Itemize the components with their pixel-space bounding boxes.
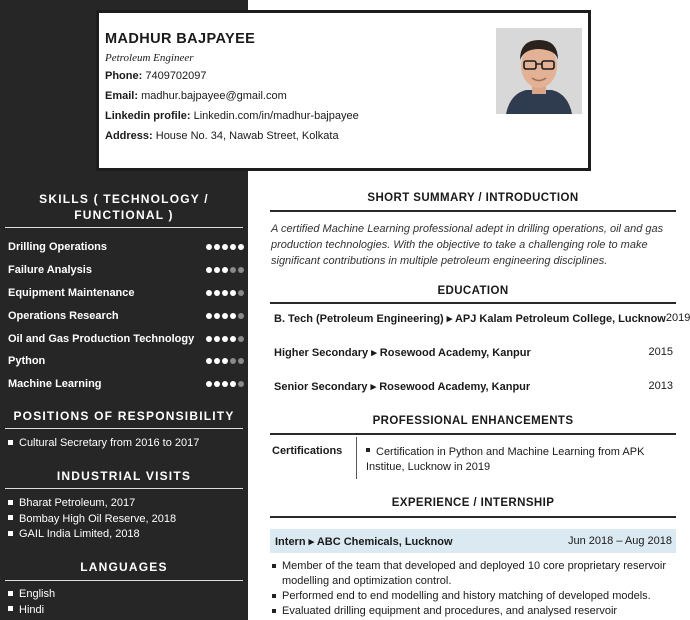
skill-label: Oil and Gas Production Technology [8, 332, 195, 345]
certifications-label: Certifications [272, 445, 343, 457]
avatar [496, 28, 582, 114]
education-row [274, 380, 673, 393]
visits-list [8, 496, 244, 543]
education-row [274, 312, 690, 325]
skill-label: Drilling Operations [8, 241, 108, 254]
dot-icon [214, 313, 220, 319]
education-degree: Higher Secondary [274, 347, 369, 359]
experience-company: ABC Chemicals, Lucknow [316, 535, 453, 548]
skill-rating [206, 290, 244, 296]
dot-icon [238, 313, 244, 319]
dot-icon [230, 381, 236, 387]
skill-row [8, 236, 244, 259]
summary-text: A certified Machine Learning professional adept in drilling operations, oil and gas production technologies. With the objective to take a challenging role to make significant contributions in multiple petroleum engineering disciplines. [271, 223, 664, 267]
positions-list [8, 436, 244, 452]
skill-row [8, 259, 244, 282]
skill-row [8, 304, 244, 327]
dot-icon [238, 267, 244, 273]
skills-heading: SKILLS ( TECHNOLOGY / FUNCTIONAL ) [39, 192, 209, 222]
experience-heading: EXPERIENCE / INTERNSHIP [391, 497, 555, 509]
education-school: Rosewood Academy, Kanpur [379, 381, 531, 393]
dot-icon [214, 381, 220, 387]
dot-icon [238, 381, 244, 387]
dot-icon [230, 358, 236, 364]
divider [270, 433, 676, 435]
dot-icon [238, 336, 244, 342]
list-item: Bharat Petroleum, 2017 [8, 496, 244, 512]
email-line: Email: madhur.bajpayee@gmail.com [105, 90, 287, 102]
skill-rating [206, 336, 244, 342]
divider [270, 302, 676, 304]
list-item: Evaluated drilling equipment and procedures, and analysed reservoir [270, 604, 676, 619]
dot-icon [206, 290, 212, 296]
experience-role: Intern [275, 535, 306, 548]
square-bullet-icon [366, 448, 370, 452]
certifications-block [270, 437, 676, 479]
dot-icon [214, 358, 220, 364]
education-school: Rosewood Academy, Kanpur [379, 347, 531, 359]
skill-row [8, 350, 244, 373]
skill-label: Python [8, 355, 46, 368]
education-degree: B. Tech (Petroleum Engineering) [274, 313, 444, 325]
triangle-right-icon: ▸ [370, 381, 377, 393]
education-degree: Senior Secondary [274, 381, 368, 393]
email-value[interactable]: madhur.bajpayee@gmail.com [141, 90, 287, 102]
list-item: English [8, 587, 244, 603]
dot-icon [230, 267, 236, 273]
divider [5, 488, 243, 489]
languages-heading: LANGUAGES [80, 560, 168, 574]
dot-icon [222, 358, 228, 364]
divider [356, 437, 357, 479]
dot-icon [230, 313, 236, 319]
skill-row [8, 373, 244, 396]
dot-icon [222, 290, 228, 296]
candidate-role: Petroleum Engineer [105, 52, 194, 64]
skill-rating [206, 381, 244, 387]
experience-bullets [270, 559, 676, 619]
list-item: Bombay High Oil Reserve, 2018 [8, 512, 244, 528]
triangle-right-icon: ▸ [308, 535, 315, 548]
education-heading: EDUCATION [437, 285, 509, 297]
dot-icon [222, 244, 228, 250]
experience-dates: Jun 2018 – Aug 2018 [568, 535, 672, 547]
square-bullet-icon [8, 500, 13, 505]
skill-row [8, 282, 244, 305]
divider [270, 516, 676, 518]
skill-rating [206, 313, 244, 319]
dot-icon [230, 336, 236, 342]
list-item: Hindi [8, 603, 244, 619]
dot-icon [238, 244, 244, 250]
dot-icon [214, 267, 220, 273]
dot-icon [222, 267, 228, 273]
skills-list [8, 236, 244, 396]
triangle-right-icon: ▸ [371, 347, 377, 359]
dot-icon [214, 336, 220, 342]
candidate-name: MADHUR BAJPAYEE [105, 31, 256, 47]
list-item: GAIL India Limited, 2018 [8, 527, 244, 543]
dot-icon [206, 267, 212, 273]
skill-rating [206, 244, 244, 250]
skill-label: Operations Research [8, 309, 119, 322]
phone-line: Phone: 7409702097 [105, 70, 207, 82]
dot-icon [206, 313, 212, 319]
dot-icon [206, 336, 212, 342]
dot-icon [222, 336, 228, 342]
square-bullet-icon [8, 606, 13, 611]
triangle-right-icon: ▸ [446, 313, 453, 325]
languages-list [8, 587, 244, 618]
list-item: Member of the team that developed and deployed 10 core proprietary reservoir modelling and optimization control. [270, 559, 676, 589]
divider [270, 210, 676, 212]
dot-icon [206, 381, 212, 387]
dot-icon [214, 290, 220, 296]
experience-entry-header [270, 529, 676, 553]
skill-label: Machine Learning [8, 378, 102, 391]
education-row [274, 346, 673, 359]
education-year: 2015 [648, 346, 673, 358]
avatar-portrait [496, 28, 582, 114]
positions-heading: POSITIONS OF RESPONSIBILITY [13, 409, 235, 423]
dot-icon [222, 381, 228, 387]
education-school: APJ Kalam Petroleum College, Lucknow [454, 313, 666, 325]
square-bullet-icon [8, 515, 13, 520]
education-year: 2019 [665, 312, 690, 324]
linkedin-value[interactable]: Linkedin.com/in/madhur-bajpayee [193, 110, 359, 122]
education-year: 2013 [648, 380, 673, 392]
dot-icon [214, 244, 220, 250]
square-bullet-icon [8, 440, 13, 445]
list-item: Performed end to end modelling and history matching of developed models. [270, 589, 676, 604]
linkedin-line: Linkedin profile: Linkedin.com/in/madhur-bajpayee [105, 110, 359, 122]
square-bullet-icon [8, 591, 13, 596]
address-value: House No. 34, Nawab Street, Kolkata [155, 130, 339, 142]
visits-heading: INDUSTRIAL VISITS [56, 469, 192, 483]
dot-icon [238, 290, 244, 296]
phone-value[interactable]: 7409702097 [145, 70, 207, 82]
dot-icon [230, 290, 236, 296]
dot-icon [206, 358, 212, 364]
skill-rating [206, 267, 244, 273]
divider [5, 428, 243, 429]
square-bullet-icon [8, 531, 13, 536]
dot-icon [206, 244, 212, 250]
summary-heading: SHORT SUMMARY / INTRODUCTION [367, 192, 579, 204]
divider [5, 227, 243, 228]
enhancements-heading: PROFESSIONAL ENHANCEMENTS [372, 415, 574, 427]
address-line: Address: House No. 34, Nawab Street, Kolkata [105, 130, 339, 142]
skill-row [8, 327, 244, 350]
skill-rating [206, 358, 244, 364]
list-item: Cultural Secretary from 2016 to 2017 [8, 436, 244, 452]
header-card [96, 10, 591, 171]
dot-icon [238, 358, 244, 364]
divider [5, 580, 243, 581]
dot-icon [230, 244, 236, 250]
skill-label: Equipment Maintenance [8, 286, 135, 299]
skill-label: Failure Analysis [8, 264, 92, 277]
dot-icon [222, 313, 228, 319]
certification-item: Certification in Python and Machine Learning from APK Institue, Lucknow in 2019 [366, 446, 645, 473]
